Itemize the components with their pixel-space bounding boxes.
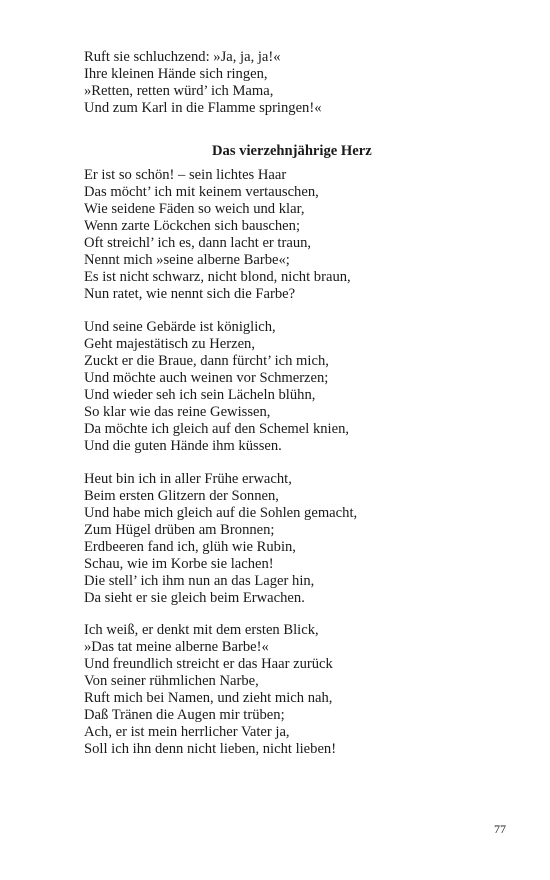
- stanza-2: [84, 319, 524, 455]
- page-number: 77: [494, 822, 506, 836]
- verse-line: Wenn zarte Löckchen sich bauschen;: [84, 218, 301, 234]
- verse-line: Von seiner rühmlichen Narbe,: [84, 673, 259, 689]
- verse-line: Soll ich ihn denn nicht lieben, nicht lieben!: [84, 741, 337, 757]
- verse-line: Ach, er ist mein herrlicher Vater ja,: [84, 724, 290, 740]
- verse-line: Zum Hügel drüben am Bronnen;: [84, 522, 275, 538]
- verse-line: Die stell’ ich ihm nun an das Lager hin,: [84, 573, 315, 589]
- verse-line: Ruft sie schluchzend: »Ja, ja, ja!«: [84, 49, 281, 65]
- verse-line: Und freundlich streicht er das Haar zurück: [84, 656, 333, 672]
- verse-line: Daß Tränen die Augen mir trüben;: [84, 707, 285, 723]
- verse-line: Geht majestätisch zu Herzen,: [84, 336, 255, 352]
- stanza-1: [84, 167, 524, 303]
- verse-line: Ich weiß, er denkt mit dem ersten Blick,: [84, 622, 319, 638]
- verse-line: So klar wie das reine Gewissen,: [84, 404, 271, 420]
- verse-line: Und die guten Hände ihm küssen.: [84, 438, 282, 454]
- verse-line: Nun ratet, wie nennt sich die Farbe?: [84, 286, 296, 302]
- verse-line: Und zum Karl in die Flamme springen!«: [84, 100, 322, 116]
- verse-line: »Retten, retten würd’ ich Mama,: [84, 83, 274, 99]
- previous-poem-ending: [84, 49, 524, 117]
- verse-line: Oft streichl’ ich es, dann lacht er traun,: [84, 235, 312, 251]
- verse-line: Er ist so schön! – sein lichtes Haar: [84, 167, 287, 183]
- verse-line: Heut bin ich in aller Frühe erwacht,: [84, 471, 292, 487]
- verse-line: Nennt mich »seine alberne Barbe«;: [84, 252, 290, 268]
- poem-title: Das vierzehnjährige Herz: [212, 143, 372, 159]
- stanza-4: [84, 622, 524, 758]
- verse-line: »Das tat meine alberne Barbe!«: [84, 639, 269, 655]
- stanza-3: [84, 471, 524, 607]
- verse-line: Und seine Gebärde ist königlich,: [84, 319, 276, 335]
- verse-line: Da möchte ich gleich auf den Schemel knien,: [84, 421, 350, 437]
- verse-line: Zuckt er die Braue, dann fürcht’ ich mich,: [84, 353, 329, 369]
- verse-line: Beim ersten Glitzern der Sonnen,: [84, 488, 279, 504]
- verse-line: Da sieht er sie gleich beim Erwachen.: [84, 590, 305, 606]
- verse-line: Das möcht’ ich mit keinem vertauschen,: [84, 184, 319, 200]
- verse-line: Und wieder seh ich sein Lächeln blühn,: [84, 387, 316, 403]
- verse-line: Es ist nicht schwarz, nicht blond, nicht braun,: [84, 269, 351, 285]
- verse-line: Und habe mich gleich auf die Sohlen gemacht,: [84, 505, 358, 521]
- verse-line: Und möchte auch weinen vor Schmerzen;: [84, 370, 329, 386]
- verse-line: Wie seidene Fäden so weich und klar,: [84, 201, 305, 217]
- verse-line: Ruft mich bei Namen, und zieht mich nah,: [84, 690, 333, 706]
- verse-line: Erdbeeren fand ich, glüh wie Rubin,: [84, 539, 296, 555]
- verse-line: Ihre kleinen Hände sich ringen,: [84, 66, 268, 82]
- verse-line: Schau, wie im Korbe sie lachen!: [84, 556, 274, 572]
